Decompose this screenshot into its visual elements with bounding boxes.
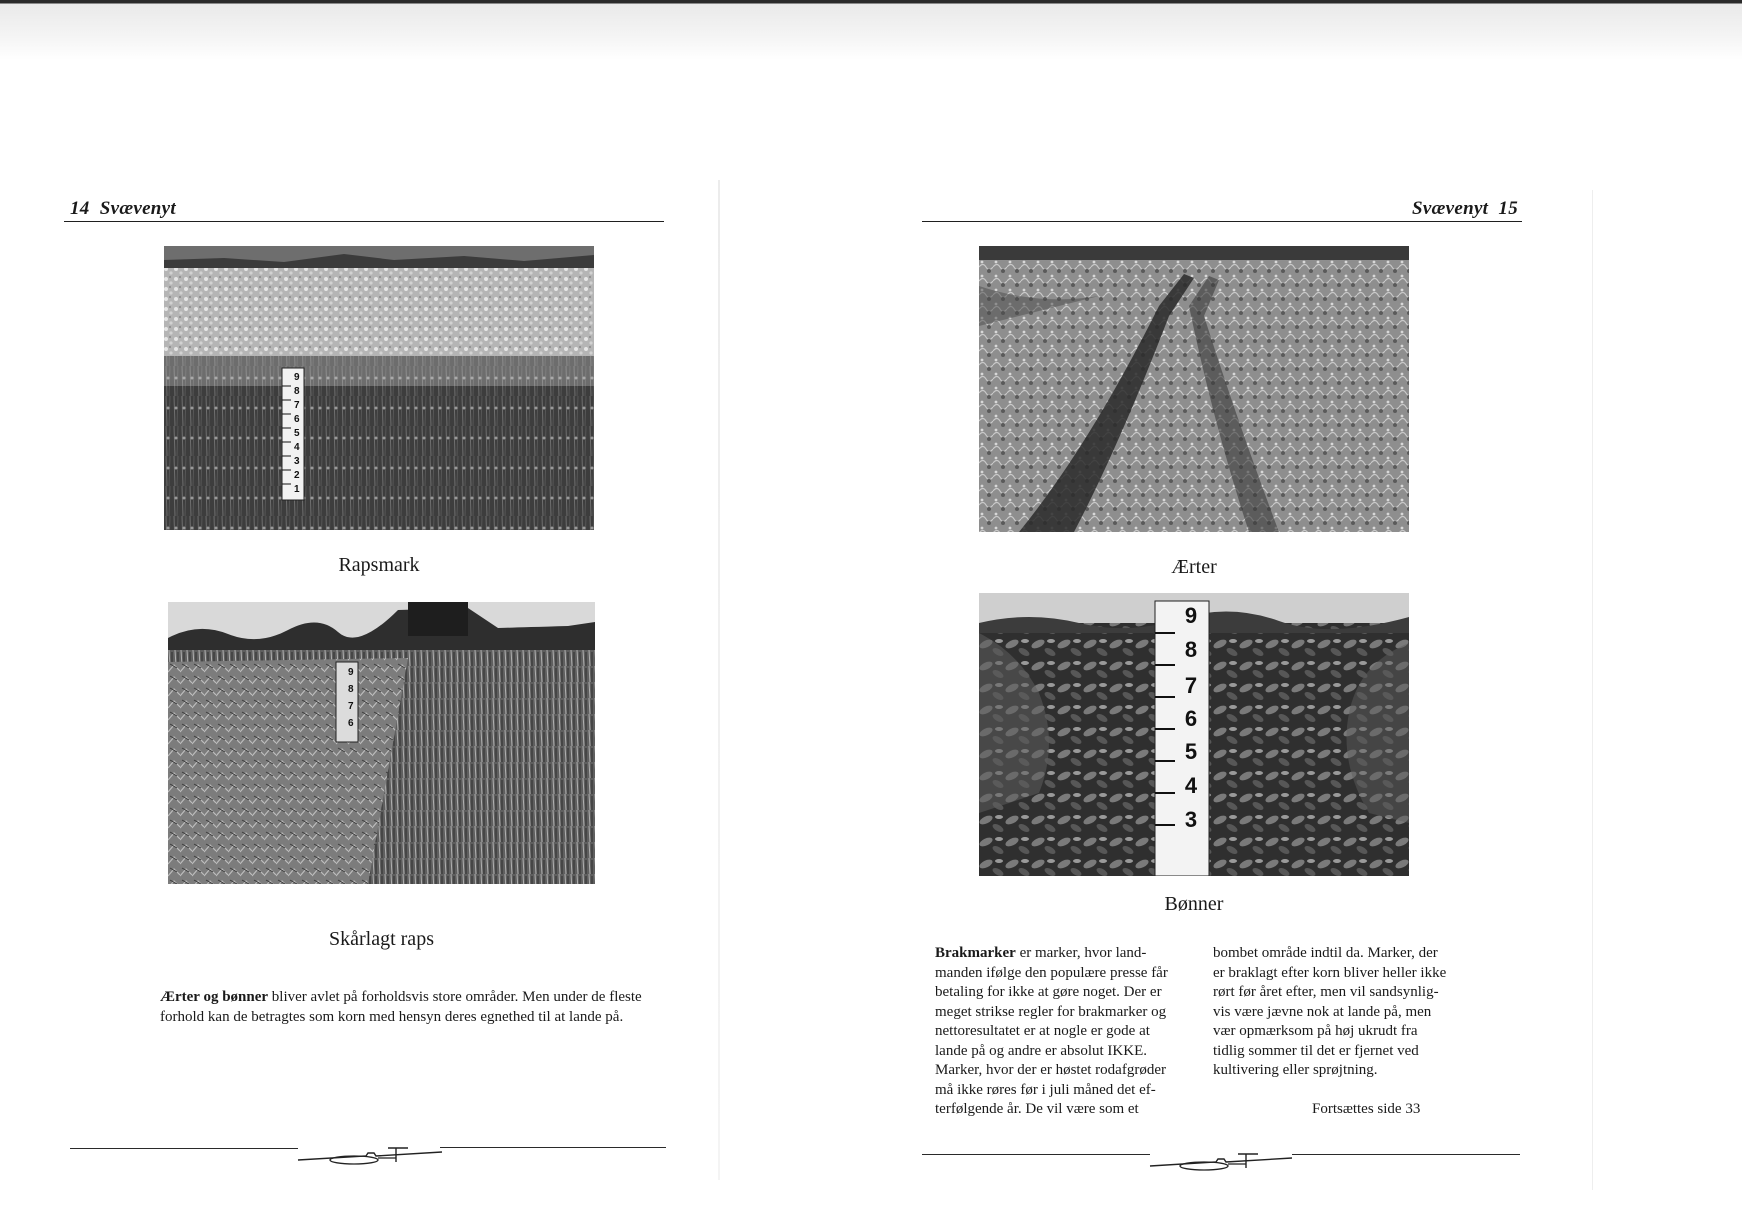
scan-edge [0, 0, 1742, 60]
text-line: tidlig sommer til det er fjernet ved [1213, 1042, 1419, 1059]
photo-aerter [979, 246, 1409, 532]
photo-caption: Bønner [1164, 893, 1224, 915]
text-line: er marker, hvor land- [1015, 945, 1147, 961]
article-paragraph [160, 988, 650, 1027]
text-line: lande på og andre er absolut IKKE. [935, 1042, 1148, 1059]
ruler-number: 3 [1184, 807, 1198, 832]
text-line: manden ifølge den populære presse får [935, 964, 1168, 981]
page-number: 15 [1498, 198, 1518, 219]
ruler-number: 6 [294, 414, 300, 425]
page-gutter [718, 180, 720, 1180]
article-column-1 [935, 944, 1205, 1120]
ruler-number: 1 [294, 484, 300, 495]
ruler-number: 8 [294, 386, 300, 397]
footer-rule [70, 1148, 298, 1149]
ruler-number: 3 [294, 456, 300, 467]
photo-caption: Skårlagt raps [329, 928, 434, 950]
footer-rule [922, 1154, 1150, 1155]
glider-icon [296, 1140, 444, 1170]
page-edge-shadow [1592, 190, 1593, 1190]
ruler-number: 6 [1184, 706, 1198, 731]
page-number: 14 [70, 198, 90, 219]
ruler-number: 5 [1184, 739, 1198, 764]
ruler-number: 7 [1184, 673, 1198, 698]
ruler-number: 2 [294, 470, 300, 481]
ruler-number: 9 [294, 372, 300, 383]
paragraph-text: bliver avlet på forholdsvis store områder. Men under de fleste forhold kan de betragtes som korn med hensyn deres egnethed til at lande på. [160, 989, 642, 1025]
article-column-2 [1213, 944, 1503, 1081]
footer-rule [1292, 1154, 1520, 1155]
lead-text: Ærter og bønner [160, 989, 269, 1005]
ruler-number: 9 [1184, 603, 1198, 628]
lead-text: Brakmarker [935, 945, 1016, 961]
ruler-number: 4 [294, 442, 300, 453]
magazine-title: Svævenyt [1412, 198, 1489, 219]
ruler-number: 8 [348, 684, 354, 695]
text-line: bombet område indtil da. Marker, der [1213, 945, 1438, 961]
ruler-number: 7 [294, 400, 300, 411]
text-line: Marker, hvor der er høstet rodafgrøder [935, 1062, 1166, 1078]
text-line: vis være jævne nok at lande på, men [1213, 1003, 1432, 1020]
header-rule [64, 221, 664, 222]
text-line: må ikke røres før i juli måned det ef- [935, 1081, 1156, 1098]
text-line: terfølgende år. De vil være som et [935, 1101, 1139, 1117]
photo-skaarlagt-raps [168, 602, 595, 884]
ruler-number: 5 [294, 428, 300, 439]
text-line: nettoresultatet er at nogle er gode at [935, 1023, 1150, 1039]
continued-note: Fortsættes side 33 [1312, 1101, 1421, 1117]
ruler-number: 7 [348, 701, 354, 712]
text-line: rørt før året efter, men vil sandsynlig- [1213, 984, 1439, 1000]
ruler-number: 8 [1184, 637, 1198, 662]
right-page-header [1318, 198, 1518, 220]
photo-rapsmark [164, 246, 594, 530]
text-line: betaling for ikke at gøre noget. Der er [935, 984, 1162, 1000]
photo-boenner [979, 593, 1409, 876]
photo-caption: Rapsmark [338, 554, 420, 576]
footer-rule [440, 1147, 666, 1148]
text-line: er braklagt efter korn bliver heller ikke [1213, 964, 1447, 981]
text-line: meget strikse regler for brakmarker og [935, 1003, 1167, 1020]
ruler-number: 6 [348, 718, 354, 729]
text-line: vær opmærksom på høj ukrudt fra [1213, 1023, 1418, 1039]
glider-icon [1148, 1146, 1294, 1176]
header-rule [922, 221, 1522, 222]
magazine-title: Svævenyt [99, 198, 176, 219]
text-line: kultivering eller sprøjtning. [1213, 1062, 1378, 1078]
ruler-number: 4 [1184, 773, 1198, 798]
ruler-number: 9 [348, 667, 354, 678]
photo-caption: Ærter [1171, 556, 1217, 578]
left-page-header [70, 198, 176, 220]
